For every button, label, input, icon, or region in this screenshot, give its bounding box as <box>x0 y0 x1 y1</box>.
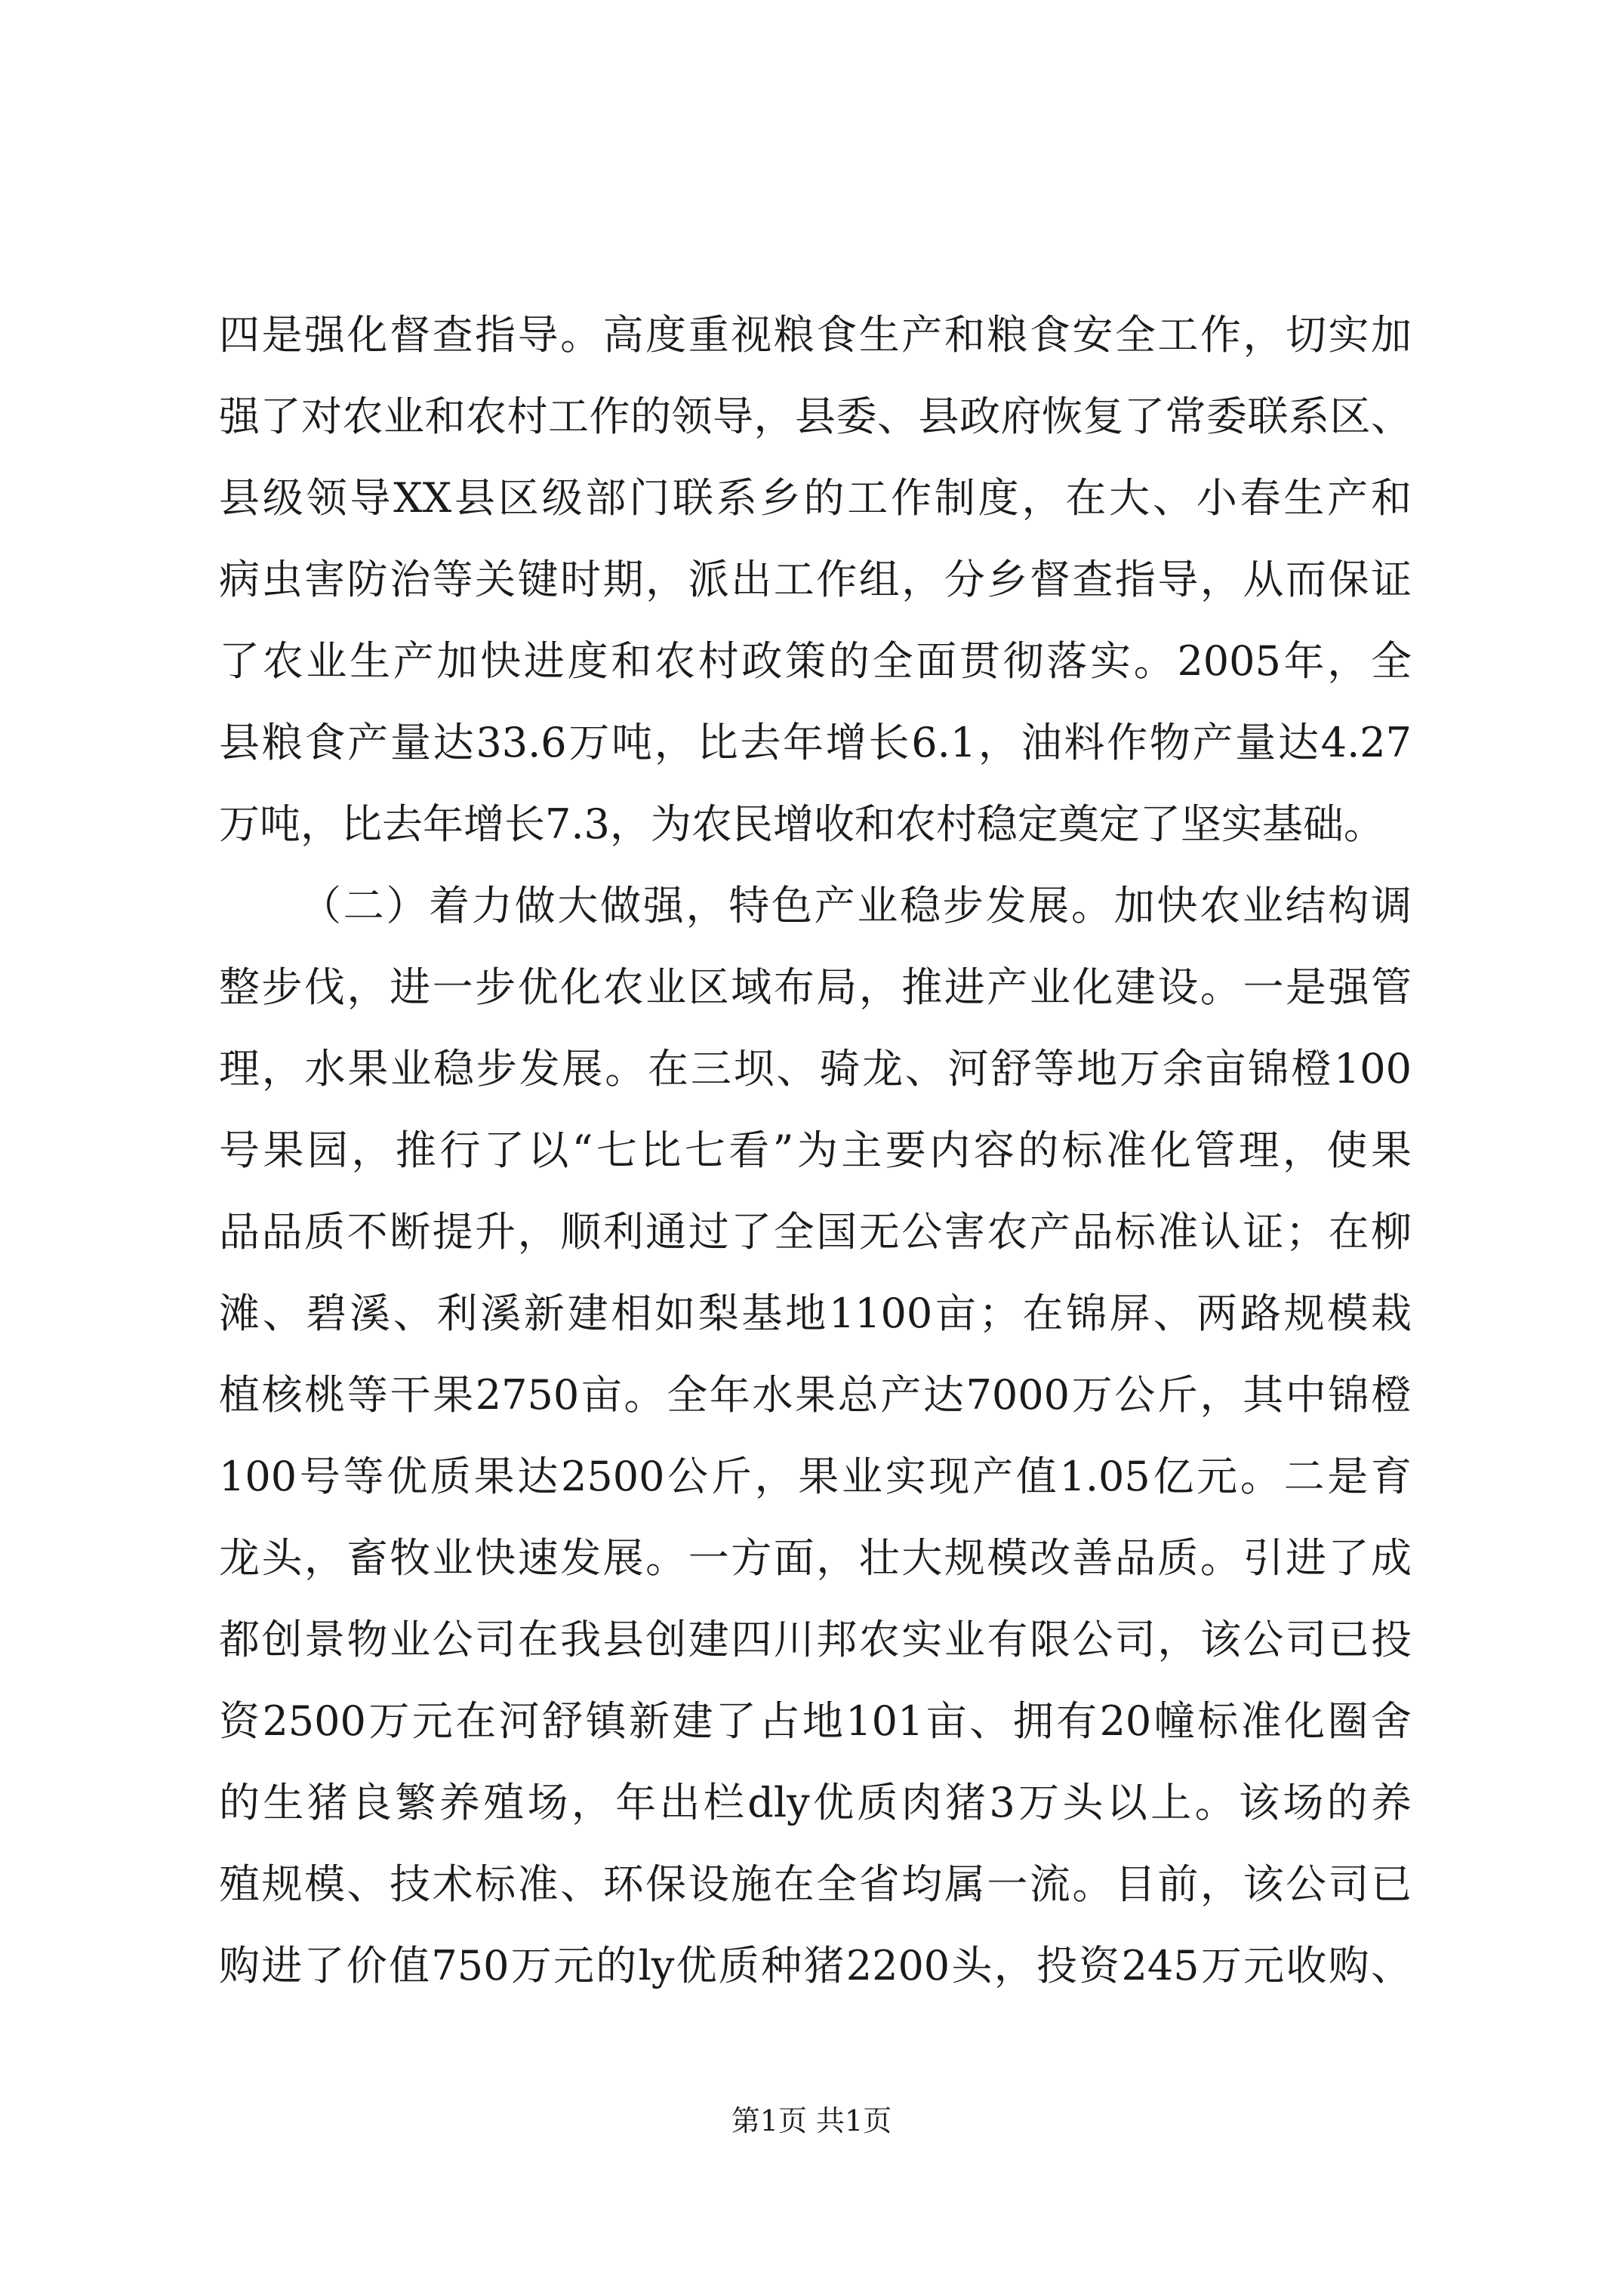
text-line: 的生猪良繁养殖场，年出栏dly优质肉猪3万头以上。该场的养 <box>219 1779 1412 1826</box>
text-line: 100号等优质果达2500公斤，果业实现产值1.05亿元。二是育 <box>219 1453 1412 1500</box>
text-line: 四是强化督查指导。高度重视粮食生产和粮食安全工作，切实加 <box>219 311 1412 359</box>
paragraph-start-line: （二）着力做大做强，特色产业稳步发展。加快农业结构调 <box>300 882 1412 929</box>
text-line: 强了对农业和农村工作的领导，县委、县政府恢复了常委联系区、 <box>219 393 1412 440</box>
text-line: 县级领导XX县区级部门联系乡的工作制度，在大、小春生产和 <box>219 474 1412 522</box>
text-line: 了农业生产加快进度和农村政策的全面贯彻落实。2005年，全 <box>219 637 1412 685</box>
text-line: 病虫害防治等关键时期，派出工作组，分乡督查指导，从而保证 <box>219 556 1412 603</box>
text-line: 品品质不断提升，顺利通过了全国无公害农产品标准认证；在柳 <box>219 1208 1412 1256</box>
text-line: 植核桃等干果2750亩。全年水果总产达7000万公斤，其中锦橙 <box>219 1371 1412 1419</box>
text-line: 滩、碧溪、利溪新建相如梨基地1100亩；在锦屏、两路规模栽 <box>219 1290 1412 1337</box>
text-line: 资2500万元在河舒镇新建了占地101亩、拥有20幢标准化圈舍 <box>219 1697 1412 1745</box>
text-line: 龙头，畜牧业快速发展。一方面，壮大规模改善品质。引进了成 <box>219 1534 1412 1582</box>
text-line: 整步伐，进一步优化农业区域布局，推进产业化建设。一是强管 <box>219 963 1412 1011</box>
page-footer: 第1页 共1页 <box>731 2104 892 2137</box>
text-line: 理，水果业稳步发展。在三坝、骑龙、河舒等地万余亩锦橙100 <box>219 1045 1412 1093</box>
text-line: 都创景物业公司在我县创建四川邦农实业有限公司，该公司已投 <box>219 1616 1412 1663</box>
document-body <box>219 294 1412 2007</box>
text-line: 殖规模、技术标准、环保设施在全省均属一流。目前，该公司已 <box>219 1860 1412 1908</box>
text-line: 号果园，推行了以“七比七看”为主要内容的标准化管理，使果 <box>219 1126 1412 1174</box>
text-line: 购进了价值750万元的ly优质种猪2200头，投资245万元收购、 <box>219 1942 1412 1989</box>
text-line: 县粮食产量达33.6万吨，比去年增长6.1，油料作物产量达4.27 <box>219 719 1412 766</box>
text-line: 万吨，比去年增长7.3，为农民增收和农村稳定奠定了坚实基础。 <box>219 800 1384 848</box>
